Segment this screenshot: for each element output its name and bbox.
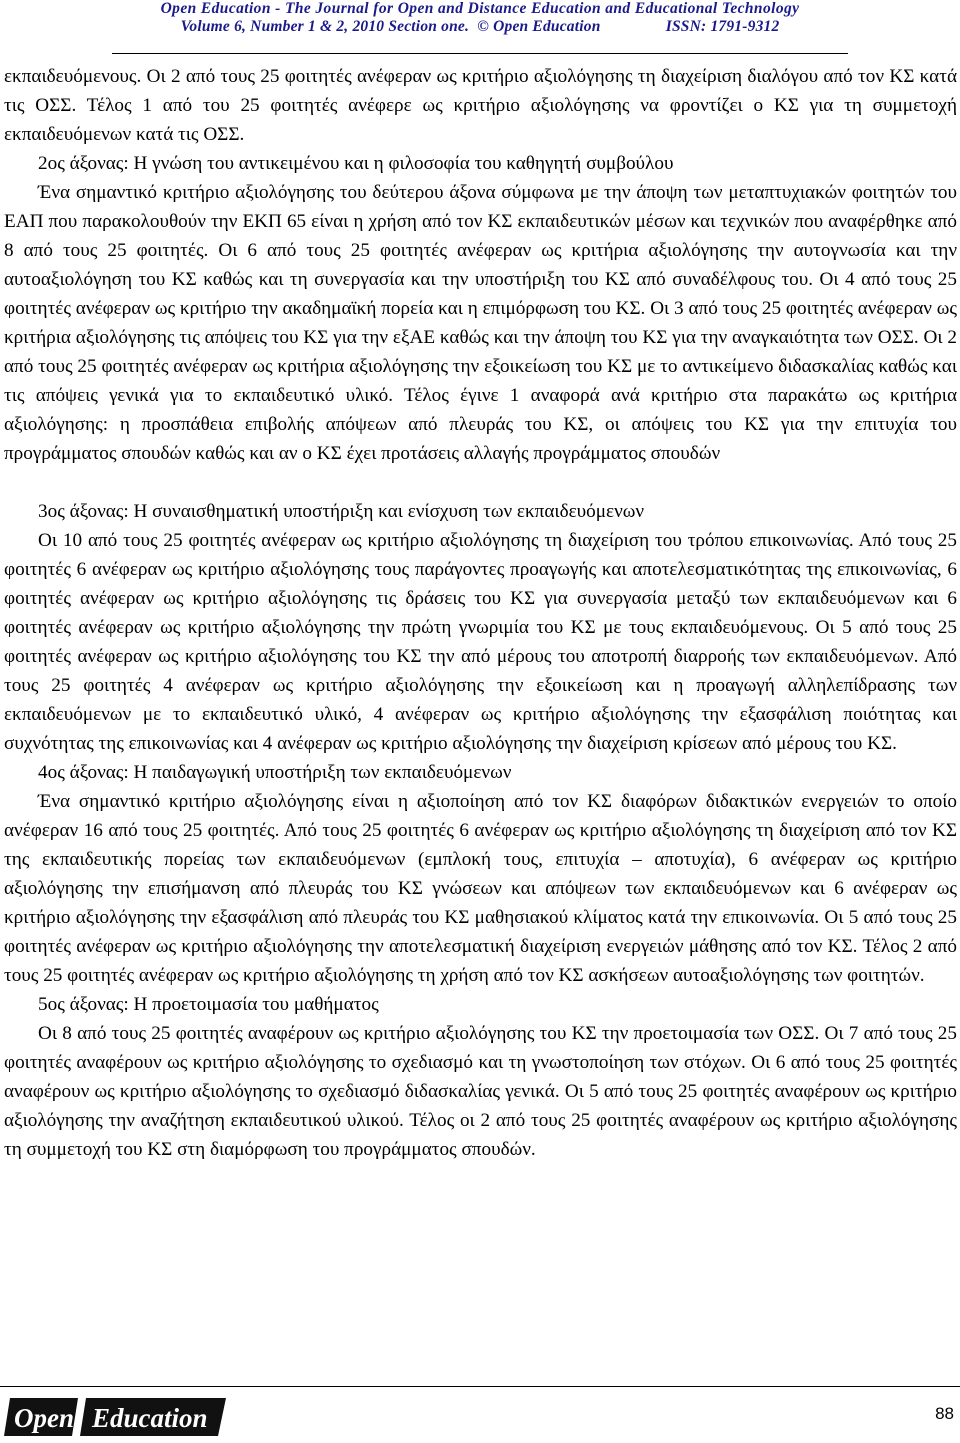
paragraph: Ένα σημαντικό κριτήριο αξιολόγησης είναι η αξιοποίηση από τον ΚΣ διαφόρων διδακτικών ενεργειών το οποίο ανέφεραν 16 από τους 25 φοιτητές. Από τους 25 φοιτητές 6 ανέφεραν ως κριτήριο αξιολόγησης τη διαχείριση από τον ΚΣ της εκπαιδευτικής πορείας των εκπαιδευόμενων (εμπλοκή τους, επιτυχία – αποτυχία), 6 ανέφεραν ως κριτήριο αξιολόγησης την επισήμανση από πλευράς του ΚΣ γνώσεων και απόψεων των εκπαιδευόμενων και 6 ανέφεραν ως κριτήριο αξιολόγησης την εξασφάλιση από πλευράς του ΚΣ μαθησιακού κλίματος κατά την επικοινωνία. Οι 5 από τους 25 φοιτητές ανέφεραν ως κριτήριο αξιολόγησης την αποτελεσματική διαχείριση ενεργειών μάθησης από τον ΚΣ. Τέλος 2 από τους 25 φοιτητές ανέφεραν ως κριτήριο αξιολόγησης τη χρήση από τον ΚΣ ασκήσεων αυτοαξιολόγησης των φοιτητών.	[4, 791, 957, 986]
section-heading-axis-2: 2ος άξονας: Η γνώση του αντικειμένου και η φιλοσοφία του καθηγητή συμβούλου	[38, 153, 674, 174]
paragraph: Ένα σημαντικό κριτήριο αξιολόγησης του δεύτερου άξονα σύμφωνα με την άποψη των μεταπτυχιακών φοιτητών του ΕΑΠ που παρακολουθούν την ΕΚΠ 65 είναι η χρήση από τον ΚΣ εκπαιδευτικών μέσων και τεχνικών που αναφέρθηκε από 8 από τους 25 φοιτητές. Οι 6 από τους 25 φοιτητές ανέφεραν ως κριτήρια αξιολόγησης την αυτογνωσία και την αυτοαξιολόγηση του ΚΣ καθώς και τη συνεργασία και την υποστήριξη του ΚΣ από συναδέλφους του. Οι 4 από τους 25 φοιτητές ανέφεραν ως κριτήριο την ακαδημαϊκή πορεία και η επιμόρφωση του ΚΣ. Οι 3 από τους 25 φοιτητές ανέφεραν ως κριτήρια αξιολόγησης τις απόψεις του ΚΣ για την εξΑΕ καθώς και την άποψη του ΚΣ για την αναγκαιότητα των ΟΣΣ. Οι 2 από τους 25 φοιτητές ανέφεραν ως κριτήρια αξιολόγησης την εξοικείωση του ΚΣ με το αντικείμενο διδασκαλίας καθώς και τις απόψεις γενικά για το εκπαιδευτικό υλικό. Τέλος έγινε 1 αναφορά ανά κριτήριο στα παρακάτω ως κριτήρια αξιολόγησης: η προσπάθεια επιβολής απόψεων από πλευράς του ΚΣ, οι απόψεις του ΚΣ για την επιτυχία του προγράμματος σπουδών καθώς και αν ο ΚΣ έχει προτάσεις αλλαγής προγράμματος σπουδών	[4, 182, 957, 464]
section-heading-axis-4: 4ος άξονας: Η παιδαγωγική υποστήριξη των εκπαιδευόμενων	[38, 762, 512, 783]
article-body	[4, 62, 957, 1164]
page-header	[0, 0, 960, 60]
journal-issue-line	[0, 18, 960, 36]
footer-divider	[0, 1386, 960, 1387]
journal-title: Open Education - The Journal for Open and Distance Education and Educational Technology	[160, 0, 800, 17]
journal-volume: Volume 6, Number 1 & 2, 2010 Section one.	[180, 18, 470, 35]
logo-text-open: Open	[14, 1403, 74, 1433]
paragraph: Οι 10 από τους 25 φοιτητές ανέφεραν ως κριτήριο αξιολόγησης τη διαχείριση του τρόπου επικοινωνίας. Από τους 25 φοιτητές 6 ανέφεραν ως κριτήριο αξιολόγησης τους παράγοντες προαγωγής και αποτελεσματικότητας της επικοινωνίας, 6 φοιτητές ανέφεραν ως κριτήριο αξιολόγησης τις δράσεις του ΚΣ για συνεργασία μεταξύ των εκπαιδευόμενων και 6 φοιτητές ανέφεραν ως κριτήριο αξιολόγησης την πρώτη γνωριμία του ΚΣ με τους εκπαιδευόμενους. Οι 5 από τους 25 φοιτητές ανέφεραν ως κριτήριο αξιολόγησης του ΚΣ την από μέρους του αποτροπή διαρροής των εκπαιδευόμενων. Από τους 25 φοιτητές 4 ανέφεραν ως κριτήριο αξιολόγησης την εξοικείωση και η προαγωγή αλληλεπίδρασης των εκπαιδευόμενων με το εκπαιδευτικό υλικό, 4 ανέφεραν ως κριτήριο αξιολόγησης την εξασφάλιση ποιότητας και συχνότητας της επικοινωνίας και 4 ανέφεραν ως κριτήριο αξιολόγησης την διαχείριση κρίσεων από μέρους του ΚΣ.	[4, 530, 957, 754]
paragraph: Οι 8 από τους 25 φοιτητές αναφέρουν ως κριτήριο αξιολόγησης του ΚΣ την προετοιμασία των ΟΣΣ. Οι 7 από τους 25 φοιτητές αναφέρουν ως κριτήριο αξιολόγησης το σχεδιασμό και τη γνωστοποίηση των στόχων. Οι 6 από τους 25 φοιτητές αναφέρουν ως κριτήριο αξιολόγησης το σχεδιασμό διδασκαλίας γενικά. Οι 5 από τους 25 φοιτητές αναφέρουν ως κριτήριο αξιολόγησης την αναζήτηση εκπαιδευτικού υλικού. Τέλος οι 2 από τους 25 φοιτητές αναφέρουν ως κριτήριο αξιολόγησης τη συμμετοχή του ΚΣ στη διαμόρφωση του προγράμματος σπουδών.	[4, 1023, 957, 1160]
page-number: 88	[935, 1404, 954, 1423]
journal-issn: ISSN: 1791-9312	[665, 18, 780, 35]
journal-copyright: © Open Education	[477, 18, 601, 35]
logo-text-education: Education	[92, 1403, 208, 1433]
section-heading-axis-3: 3ος άξονας: Η συναισθηματική υποστήριξη και ενίσχυση των εκπαιδευόμενων	[38, 501, 645, 522]
section-heading-axis-5: 5ος άξονας: Η προετοιμασία του μαθήματος	[38, 994, 379, 1015]
header-divider	[112, 53, 848, 54]
paragraph: εκπαιδευόμενους. Οι 2 από τους 25 φοιτητές ανέφεραν ως κριτήριο αξιολόγησης τη διαχείριση διαλόγου από τον ΚΣ κατά τις ΟΣΣ. Τέλος 1 από του 25 φοιτητές ανέφερε ως κριτήριο αξιολόγησης να φροντίζει ο ΚΣ για τη συμμετοχή εκπαιδευόμενων κατά τις ΟΣΣ.	[4, 66, 957, 145]
open-education-logo	[4, 1396, 228, 1438]
